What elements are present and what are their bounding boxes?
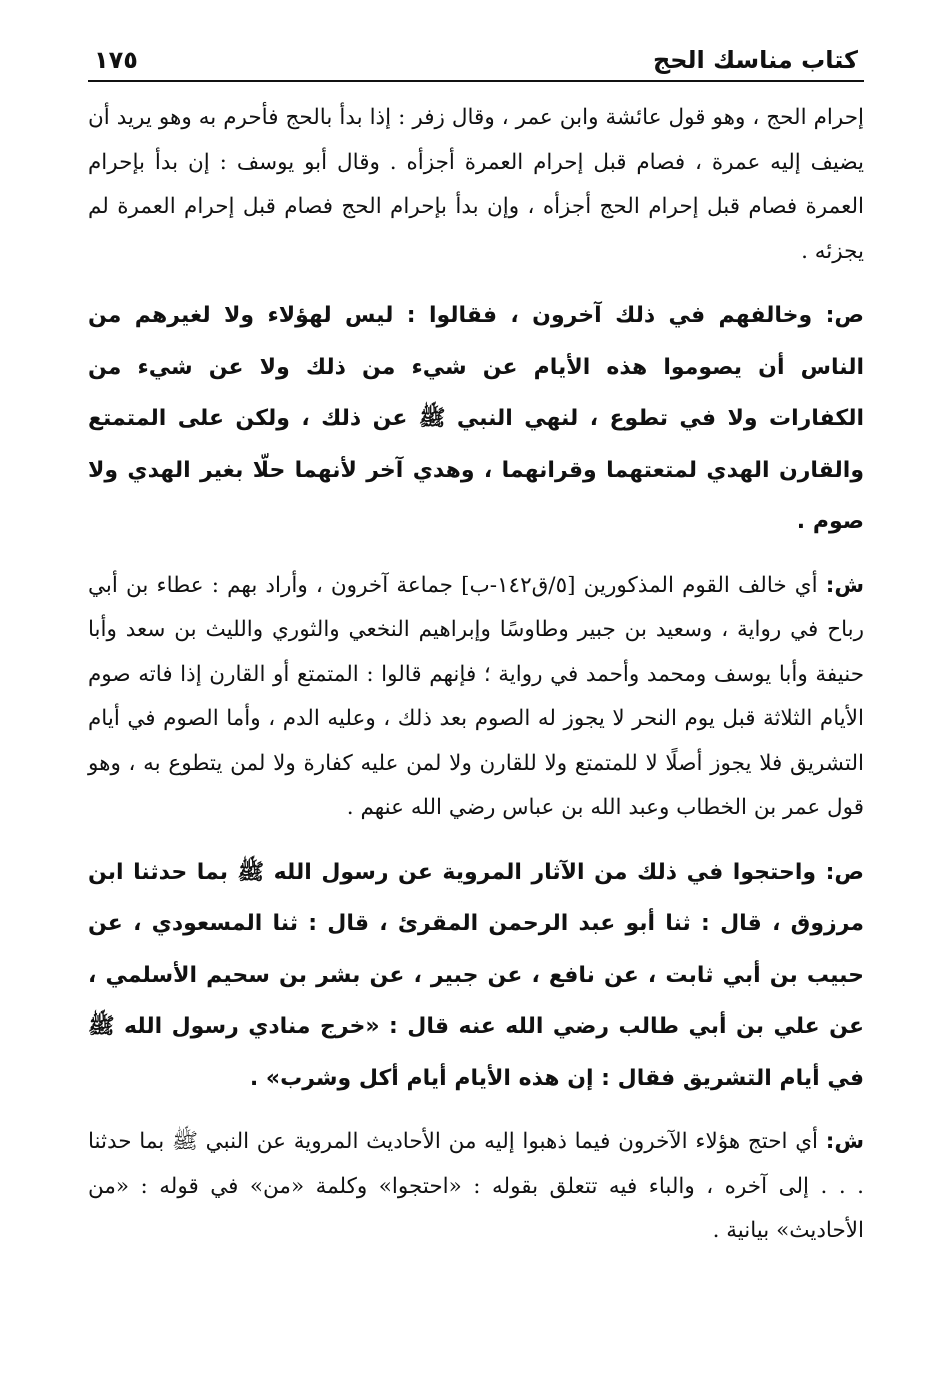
intro-paragraph [88, 96, 864, 274]
page-number: ١٧٥ [94, 46, 138, 74]
matn-text: وخالفهم في ذلك آخرون ، فقالوا : ليس لهؤلاء ولا لغيرهم من الناس أن يصوموا هذه الأيام عن شيء من ذلك ولا عن شيء من الكفارات ولا في تطوع ، لنهي النبي ﷺ عن ذلك ، ولكن على المتمتع والقارن الهدي لمتعتهما وقرانهما ، وهدي آخر لأنهما حلّا بغير الهدي ولا صوم . [88, 303, 864, 534]
sharh-paragraph-1 [88, 564, 864, 831]
matn-marker: ص: [825, 303, 864, 328]
intro-text: إحرام الحج ، وهو قول عائشة وابن عمر ، وقال زفر : إذا بدأ بالحج فأحرم به وهو يريد أن يضيف إليه عمرة ، فصام قبل إحرام العمرة أجزأه . وقال أبو يوسف : إن بدأ بإحرام العمرة فصام قبل إحرام الحج أجزأه ، وإن بدأ بإحرام الحج فصام قبل إحرام العمرة لم يجزئه . [88, 105, 864, 264]
running-title: كتاب مناسك الحج [652, 46, 858, 74]
page-header [88, 38, 864, 82]
sharh-marker: ش: [825, 572, 864, 598]
sharh-text: أي احتج هؤلاء الآخرون فيما ذهبوا إليه من الأحاديث المروية عن النبي ﷺ بما حدثنا . . . إلى آخره ، والباء فيه تتعلق بقوله : «احتجوا» وكلمة «من» في قوله : «من الأحاديث» بيانية . [88, 1129, 864, 1243]
matn-paragraph-2 [88, 847, 864, 1105]
book-page [88, 38, 864, 1254]
sharh-paragraph-2 [88, 1120, 864, 1254]
sharh-marker: ش: [825, 1129, 864, 1154]
matn-paragraph-1 [88, 290, 864, 548]
sharh-text: أي خالف القوم المذكورين [٥/ق١٤٢-ب] جماعة آخرون ، وأراد بهم : عطاء بن أبي رباح في رواية ، وسعيد بن جبير وطاوسًا وإبراهيم النخعي والثوري والليث بن سعد وأبا حنيفة وأبا يوسف ومحمد وأحمد في رواية ؛ فإنهم قالوا : المتمتع أو القارن إذا فاته صوم الأيام الثلاثة قبل يوم النحر لا يجوز له الصوم بعد ذلك ، وعليه الدم ، وأما الصوم في أيام التشريق فلا يجوز أصلًا لا للمتمتع ولا للقارن ولا لمن عليه كفارة ولا لمن يتطوع به ، وهو قول عمر بن الخطاب وعبد الله بن عباس رضي الله عنهم . [88, 572, 864, 820]
matn-text: واحتجوا في ذلك من الآثار المروية عن رسول الله ﷺ بما حدثنا ابن مرزوق ، قال : ثنا أبو عبد الرحمن المقرئ ، قال : ثنا المسعودي ، عن حبيب بن أبي ثابت ، عن نافع ، عن جبير ، عن بشر بن سحيم الأسلمي ، عن علي بن أبي طالب رضي الله عنه قال : «خرج منادي رسول الله ﷺ في أيام التشريق فقال : إن هذه الأيام أيام أكل وشرب» . [88, 859, 864, 1091]
matn-marker: ص: [825, 859, 864, 885]
